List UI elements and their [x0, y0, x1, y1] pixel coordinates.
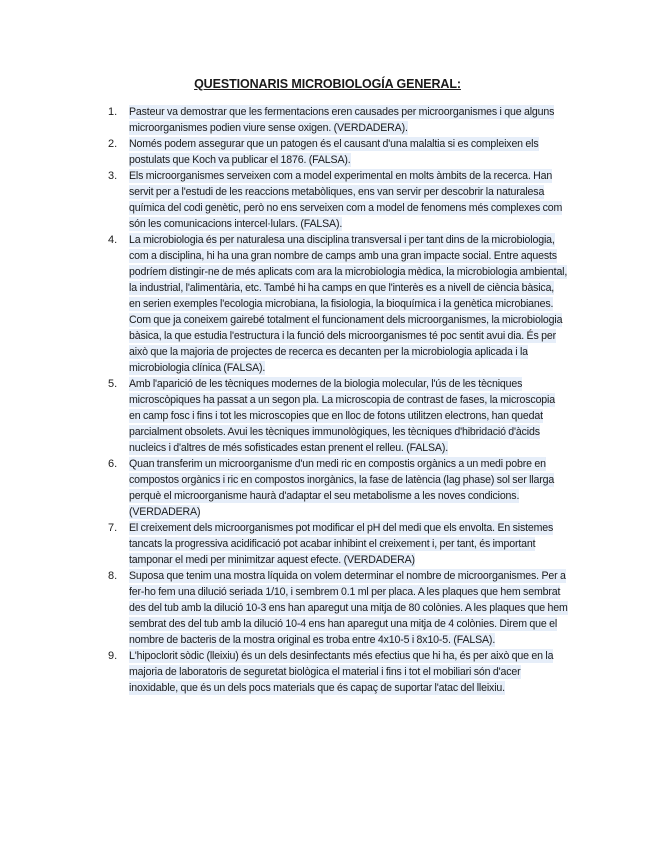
question-item-7	[108, 520, 568, 568]
question-item-1	[108, 104, 568, 136]
question-text-highlight: Quan transferim un microorganisme d'un medi ric en compostis orgànics a un medi pobre en compostos orgànics i ric en compostos inorgànics, la fase de latència (lag phase) sol ser llarga perquè el microorganisme haurà d'adaptar el seu metabolisme a les noves condicions. (VERDADERA)	[129, 458, 555, 518]
question-text-highlight: Pasteur va demostrar que les fermentacions eren causades per microorganismes i que alguns microorganismes podien viure sense oxigen. (VERDADERA).	[129, 106, 555, 134]
question-item-9	[108, 648, 568, 696]
question-text	[129, 520, 568, 568]
question-text-highlight: Suposa que tenim una mostra líquida on volem determinar el nombre de microorganismes. Per a fer-ho fem una dilució seriada 1/10, i sembrem 0.1 ml per placa. A les plaques que hem sembrat des del tub amb la dilució 10-3 ens han aparegut una mitja de 80 colònies. A les plaques que hem sembrat des del tub amb la dilució 10-4 ens han aparegut una mitja de 4 colònies. Direm que el nombre de bacteris de la mostra original es troba entre 4x10-5 i 8x10-5. (FALSA).	[129, 570, 568, 646]
question-text	[129, 568, 568, 648]
question-number: 5.	[108, 378, 118, 390]
question-number: 2.	[108, 138, 118, 150]
question-number: 3.	[108, 170, 118, 182]
question-text	[129, 456, 568, 520]
document-title	[0, 77, 655, 91]
question-item-3	[108, 168, 568, 232]
question-text	[129, 168, 568, 232]
question-text-highlight: Els microorganismes serveixen com a model experimental en molts àmbits de la recerca. Han servit per a l'estudi de les reaccions metabòliques, ens van servir per descobrir la naturalesa química del codi genètic, però no ens serveixen com a model de fenomens més complexes com són les comunicacions intercel·lulars. (FALSA).	[129, 170, 563, 230]
question-number: 9.	[108, 650, 118, 662]
question-item-6	[108, 456, 568, 520]
question-item-5	[108, 376, 568, 456]
question-text	[129, 104, 568, 136]
question-number: 8.	[108, 570, 118, 582]
document-title-text: QUESTIONARIS MICROBIOLOGÍA GENERAL:	[194, 77, 461, 91]
question-number: 1.	[108, 106, 118, 118]
question-text-highlight: Només podem assegurar que un patogen és el causant d'una malaltia si es compleixen els postulats que Koch va publicar el 1876. (FALSA).	[129, 138, 539, 166]
question-item-8	[108, 568, 568, 648]
question-text	[129, 376, 568, 456]
question-text-highlight: El creixement dels microorganismes pot modificar el pH del medi que els envolta. En sistemes tancats la progressiva acidificació pot acabar inhibint el creixement i, per tant, és important tamponar el medi per minimitzar aquest efecte. (VERDADERA)	[129, 522, 554, 566]
question-list	[108, 104, 568, 696]
question-item-4	[108, 232, 568, 376]
question-text-highlight: La microbiologia és per naturalesa una disciplina transversal i per tant dins de la microbiologia, com a disciplina, hi ha una gran nombre de camps amb una gran impacte social. Entre aquests podríem distingir-ne de més aplicats com ara la microbiologia mèdica, la microbiologia ambiental, la industrial, l'alimentària, etc. També hi ha camps en que l'interès es a nivell de ciència bàsica, en serien exemples l'ecologia microbiana, la fisiologia, la bioquímica i la genètica microbianes. Com que ja coneixem gairebé totalment el funcionament dels microorganismes, la microbiologia bàsica, la que estudia l'estructura i la funció dels microorganismes té poc sentit avui dia. És per això que la majoria de projectes de recerca es decanten per la microbiologia aplicada i la microbiologia clínica (FALSA).	[129, 234, 568, 374]
question-number: 6.	[108, 458, 118, 470]
question-item-2	[108, 136, 568, 168]
question-text	[129, 648, 568, 696]
question-text	[129, 232, 568, 376]
question-text-highlight: Amb l'aparició de les tècniques modernes de la biologia molecular, l'ús de les tècniques microscòpiques ha passat a un segon pla. La microscopia de contrast de fases, la microscopia en camp fosc i fins i tot les microscopies que en lloc de fotons utilitzen electrons, han quedat parcialment obsolets. Avui les tècniques immunològiques, les tècniques d'hibridació d'àcids nucleics i d'altres de més sofisticades estan prenent el relleu. (FALSA).	[129, 378, 555, 454]
question-text-highlight: L'hipoclorit sòdic (lleixiu) és un dels desinfectants més efectius que hi ha, és per això que en la majoria de laboratoris de seguretat biològica el material i fins i tot el mobiliari són d'acer inoxidable, que és un dels pocs materials que és capaç de suportar l'atac del lleixiu.	[129, 650, 554, 694]
question-number: 4.	[108, 234, 118, 246]
question-number: 7.	[108, 522, 118, 534]
question-text	[129, 136, 568, 168]
